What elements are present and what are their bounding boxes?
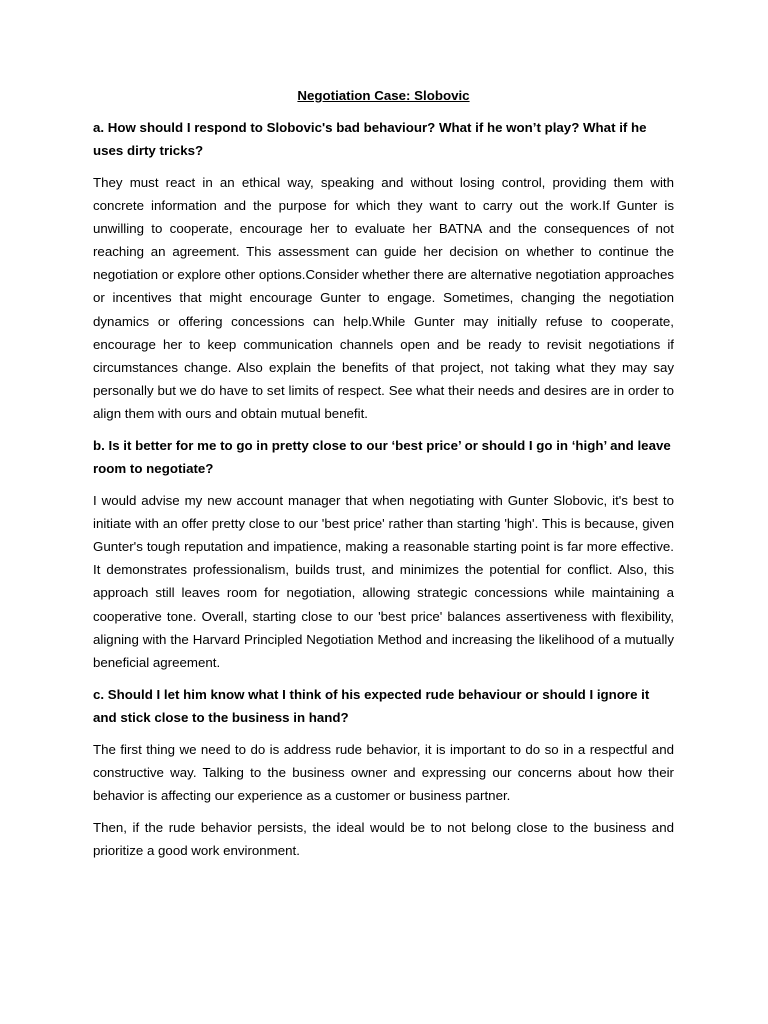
answer-b-paragraph: I would advise my new account manager that when negotiating with Gunter Slobovic, it's best to initiate with an offer pretty close to our 'best price' rather than starting 'high'. This is because, given Gunter's tough reputation and impatience, making a reasonable starting point is far more effective. It demonstrates professionalism, builds trust, and minimizes the potential for conflict. Also, this approach still leaves room for negotiation, allowing strategic concessions while maintaining a cooperative tone. Overall, starting close to our 'best price' balances assertiveness with flexibility, aligning with the Harvard Principled Negotiation Method and increasing the likelihood of a mutually beneficial agreement. — [93, 493, 674, 670]
question-a: a. How should I respond to Slobovic's bad behaviour? What if he won’t play? What if he uses dirty tricks? — [93, 120, 647, 158]
section-a — [93, 116, 674, 425]
answer-a-paragraph: They must react in an ethical way, speaking and without losing control, providing them with concrete information and the purpose for which they want to carry out the work.If Gunter is unwilling to cooperate, encourage her to evaluate her BATNA and the consequences of not reaching an agreement. This assessment can guide her decision on whether to continue the negotiation or explore other options.Consider whether there are alternative negotiation approaches or incentives that might encourage Gunter to engage. Sometimes, changing the negotiation dynamics or offering concessions can help.While Gunter may initially refuse to cooperate, encourage her to keep communication channels open and be ready to revisit negotiations if circumstances change. Also explain the benefits of that project, not taking what they may say personally but we do have to set limits of respect. See what their needs and desires are in order to align them with ours and obtain mutual benefit. — [93, 175, 674, 421]
question-b: b. Is it better for me to go in pretty close to our ‘best price’ or should I go in ‘high’ and leave room to negotiate? — [93, 438, 671, 477]
answer-c-paragraph-2: Then, if the rude behavior persists, the ideal would be to not belong close to the business and prioritize a good work environment. — [93, 820, 674, 859]
section-b — [93, 434, 674, 674]
document-page — [93, 86, 674, 871]
answer-c-paragraph-1: The first thing we need to do is address rude behavior, it is important to do so in a respectful and constructive way. Talking to the business owner and expressing our concerns about how their behavior is affecting our experience as a customer or business partner. — [93, 741, 674, 803]
document-title: Negotiation Case: Slobovic — [297, 88, 470, 103]
section-c — [93, 683, 674, 862]
question-c: c. Should I let him know what I think of his expected rude behaviour or should I ignore it and stick close to the business in hand? — [93, 686, 650, 725]
